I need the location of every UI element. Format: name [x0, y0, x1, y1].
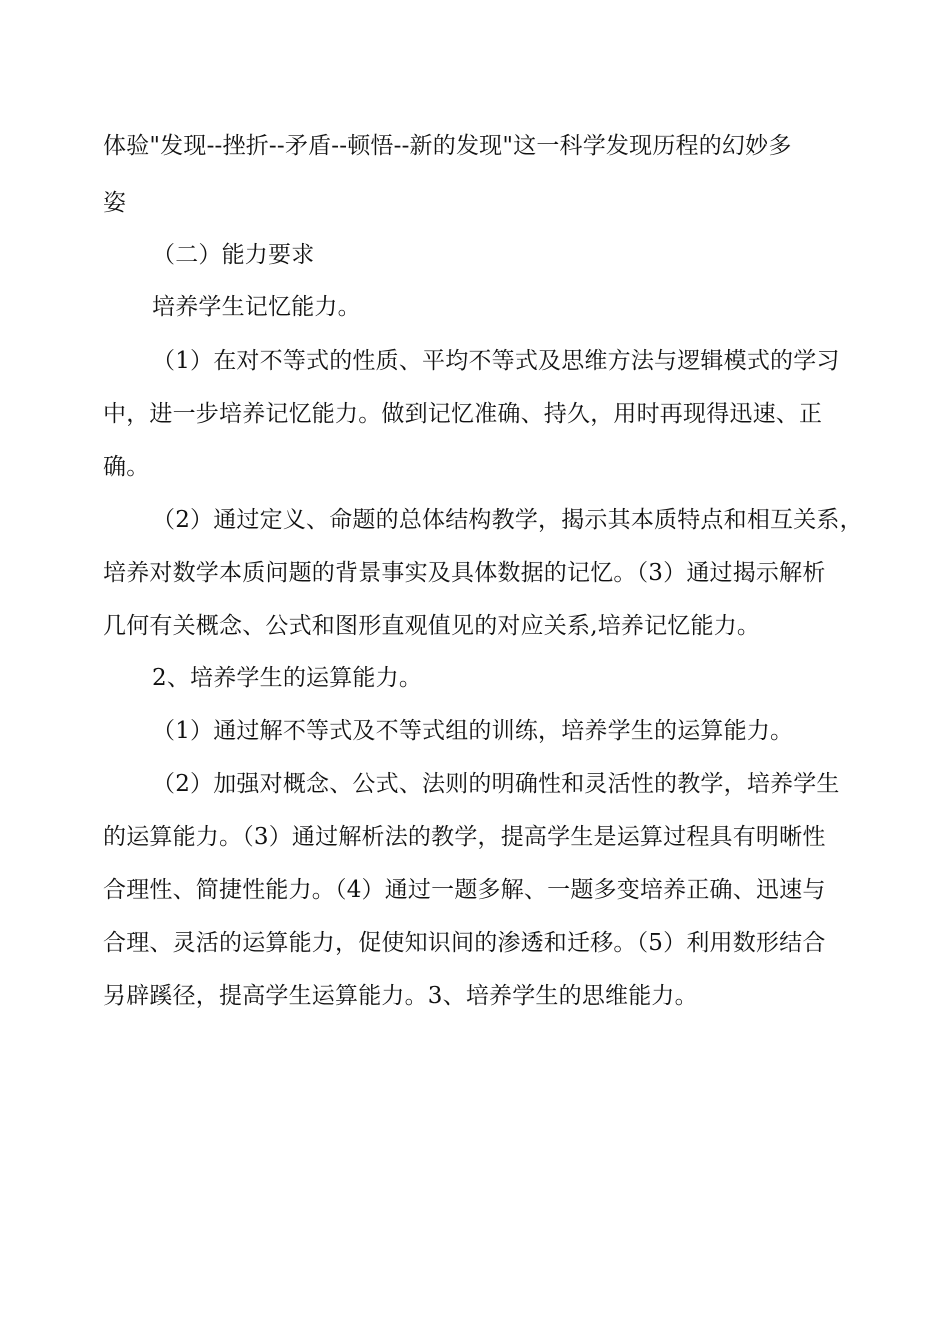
text-line-15: 合理性、简捷性能力。（4）通过一题多解、一题多变培养正确、迅速与	[103, 877, 826, 903]
text-line-2: 姿	[103, 190, 127, 216]
text-line-10: 几何有关概念、公式和图形直观值见的对应关系,培养记忆能力。	[103, 613, 761, 639]
text-line-14: 的运算能力。（3）通过解析法的教学，提高学生是运算过程具有明晰性	[103, 824, 826, 850]
text-line-1: 体验"发现--挫折--矛盾--顿悟--新的发现"这一科学发现历程的幻妙多	[103, 133, 792, 159]
section-heading-ability: （二）能力要求	[152, 242, 315, 268]
text-line-5: （1）在对不等式的性质、平均不等式及思维方法与逻辑模式的学习	[152, 348, 840, 374]
text-line-7: 确。	[103, 454, 150, 480]
text-line-8: （2）通过定义、命题的总体结构教学，揭示其本质特点和相互关系，	[152, 507, 863, 533]
text-line-compute-heading: 2、培养学生的运算能力。	[152, 665, 423, 691]
text-line-13: （2）加强对概念、公式、法则的明确性和灵活性的教学，培养学生	[152, 771, 840, 797]
text-line-memory: 培养学生记忆能力。	[152, 294, 361, 320]
text-line-12: （1）通过解不等式及不等式组的训练，培养学生的运算能力。	[152, 718, 794, 744]
text-line-16: 合理、灵活的运算能力，促使知识间的渗透和迁移。（5）利用数形结合	[103, 930, 826, 956]
text-line-17: 另辟蹊径，提高学生运算能力。3、培养学生的思维能力。	[103, 983, 698, 1009]
text-line-9: 培养对数学本质问题的背景事实及具体数据的记忆。（3）通过揭示解析	[103, 560, 826, 586]
text-line-6: 中，进一步培养记忆能力。做到记忆准确、持久，用时再现得迅速、正	[103, 401, 823, 427]
